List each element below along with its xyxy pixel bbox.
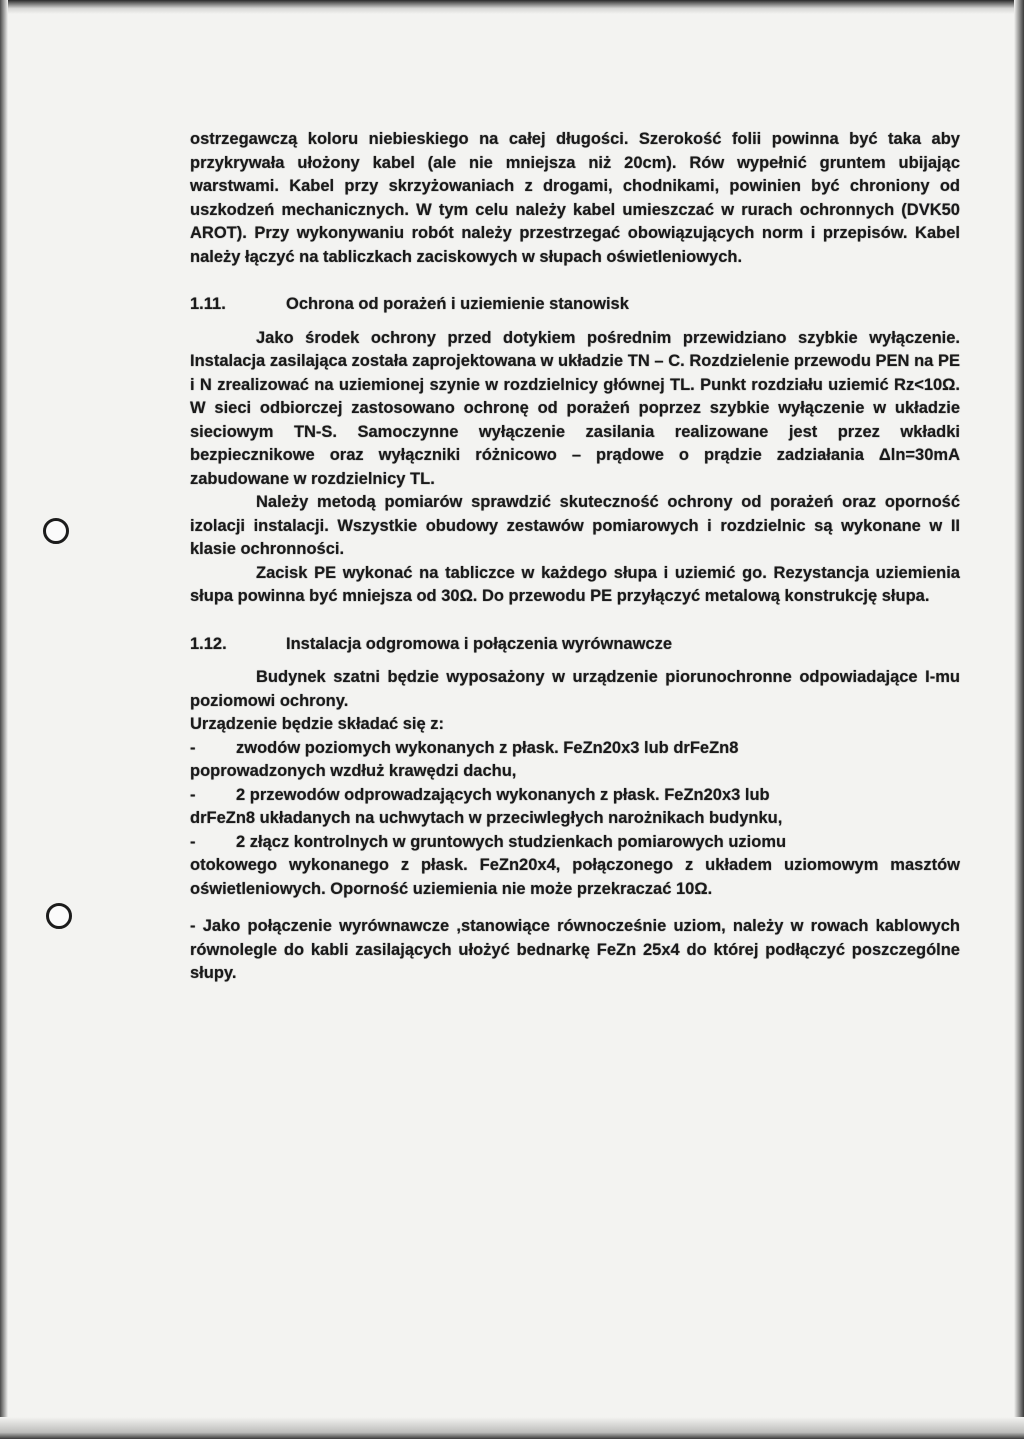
- section-1-12-intro: Budynek szatni będzie wyposażony w urządzenie piorunochronne odpowiadające I-mu poziomowi ochrony.: [190, 668, 960, 710]
- section-1-11-paragraph: Zacisk PE wykonać na tabliczce w każdego słupa i uziemić go. Rezystancja uziemienia słupa powinna być mniejsza od 30Ω. Do przewodu PE przyłączyć metalową konstrukcję słupa.: [190, 563, 960, 605]
- scan-left-edge: [0, 0, 8, 1439]
- scan-top-edge: [0, 0, 1024, 14]
- list-item: [190, 737, 960, 784]
- scan-bottom-edge: [0, 1417, 1024, 1439]
- section-1-11-title: Ochrona od porażeń i uziemienie stanowisk: [286, 295, 629, 313]
- section-1-11-paragraph: Należy metodą pomiarów sprawdzić skuteczność ochrony od porażeń oraz oporność izolacji instalacji. Wszystkie obudowy zestawów pomiarowych i rozdzielnic są wykonane w II klasie ochronności.: [190, 493, 960, 558]
- section-1-11-heading: [190, 293, 960, 317]
- scan-right-edge: [1014, 0, 1024, 1439]
- list-item-first-line: 2 przewodów odprowadzających wykonanych z płask. FeZn20x3 lub: [236, 785, 770, 804]
- list-bullet: -: [190, 738, 196, 757]
- list-item-first-line: zwodów poziomych wykonanych z płask. FeZn20x3 lub drFeZn8: [236, 738, 739, 757]
- section-1-12-number: 1.12.: [190, 634, 227, 653]
- binder-hole-top: [43, 518, 69, 544]
- list-item-first-line: 2 złącz kontrolnych w gruntowych studzienkach pomiarowych uziomu: [236, 832, 787, 851]
- intro-paragraph: ostrzegawczą koloru niebieskiego na całej długości. Szerokość folii powinna być taka aby przykrywała ułożony kabel (ale nie mniejsza niż 20cm). Rów wypełnić gruntem ubijając warstwami. Kabel przy skrzyżowaniach z drogami, chodnikami, powinien być chroniony od uszkodzeń mechanicznych. W tym celu należy kabel umieszczać w rurach ochronnych (DVK50 AROT). Przy wykonywaniu robót należy przestrzegać obowiązujących norm i przepisów. Kabel należy łączyć na tabliczkach zaciskowych w słupach oświetleniowych.: [190, 130, 960, 266]
- section-1-12-list-intro: Urządzenie będzie składać się z:: [190, 715, 445, 733]
- section-1-12-closing: - Jako połączenie wyrównawcze ,stanowiące równocześnie uziom, należy w rowach kablowych równolegle do kabli zasilających ułożyć bednarkę FeZn 25x4 do której podłączyć poszczególne słupy.: [190, 917, 960, 982]
- list-item-rest: otokowego wykonanego z płask. FeZn20x4, połączonego z układem uziomowym masztów oświetleniowych. Oporność uziemienia nie może przekraczać 10Ω.: [190, 856, 960, 898]
- section-1-11-number: 1.11.: [190, 295, 226, 313]
- list-bullet: -: [190, 785, 196, 804]
- section-1-12-title: Instalacja odgromowa i połączenia wyrównawcze: [286, 634, 673, 653]
- section-1-11-paragraph: Jako środek ochrony przed dotykiem pośrednim przewidziano szybkie wyłączenie. Instalacja zasilająca została zaprojektowana w układzie TN – C. Rozdzielenie przewodu PEN na PE i N zrealizować na uziemionej szynie w rozdzielnicy głównej TL. Punkt rozdziału uziemić Rz<10Ω. W sieci odbiorczej zastosowano ochronę od porażeń poprzez szybkie wyłączenie w układzie sieciowym TN-S. Samoczynne wyłączenie zasilania realizowane jest przez wkładki bezpiecznikowe oraz wyłączniki różnicowo – prądowe o prądzie zadziałania Δln=30mA zabudowane w rozdzielnicy TL.: [190, 328, 960, 488]
- binder-hole-bottom: [46, 903, 72, 929]
- list-item-rest: drFeZn8 układanych na uchwytach w przeciwległych narożnikach budynku,: [190, 809, 783, 827]
- section-1-12-heading: [190, 633, 960, 657]
- list-item: [190, 831, 960, 902]
- list-bullet: -: [190, 832, 196, 851]
- document-body: [190, 128, 960, 986]
- list-item-rest: poprowadzonych wzdłuż krawędzi dachu,: [190, 762, 517, 780]
- list-item: [190, 784, 960, 831]
